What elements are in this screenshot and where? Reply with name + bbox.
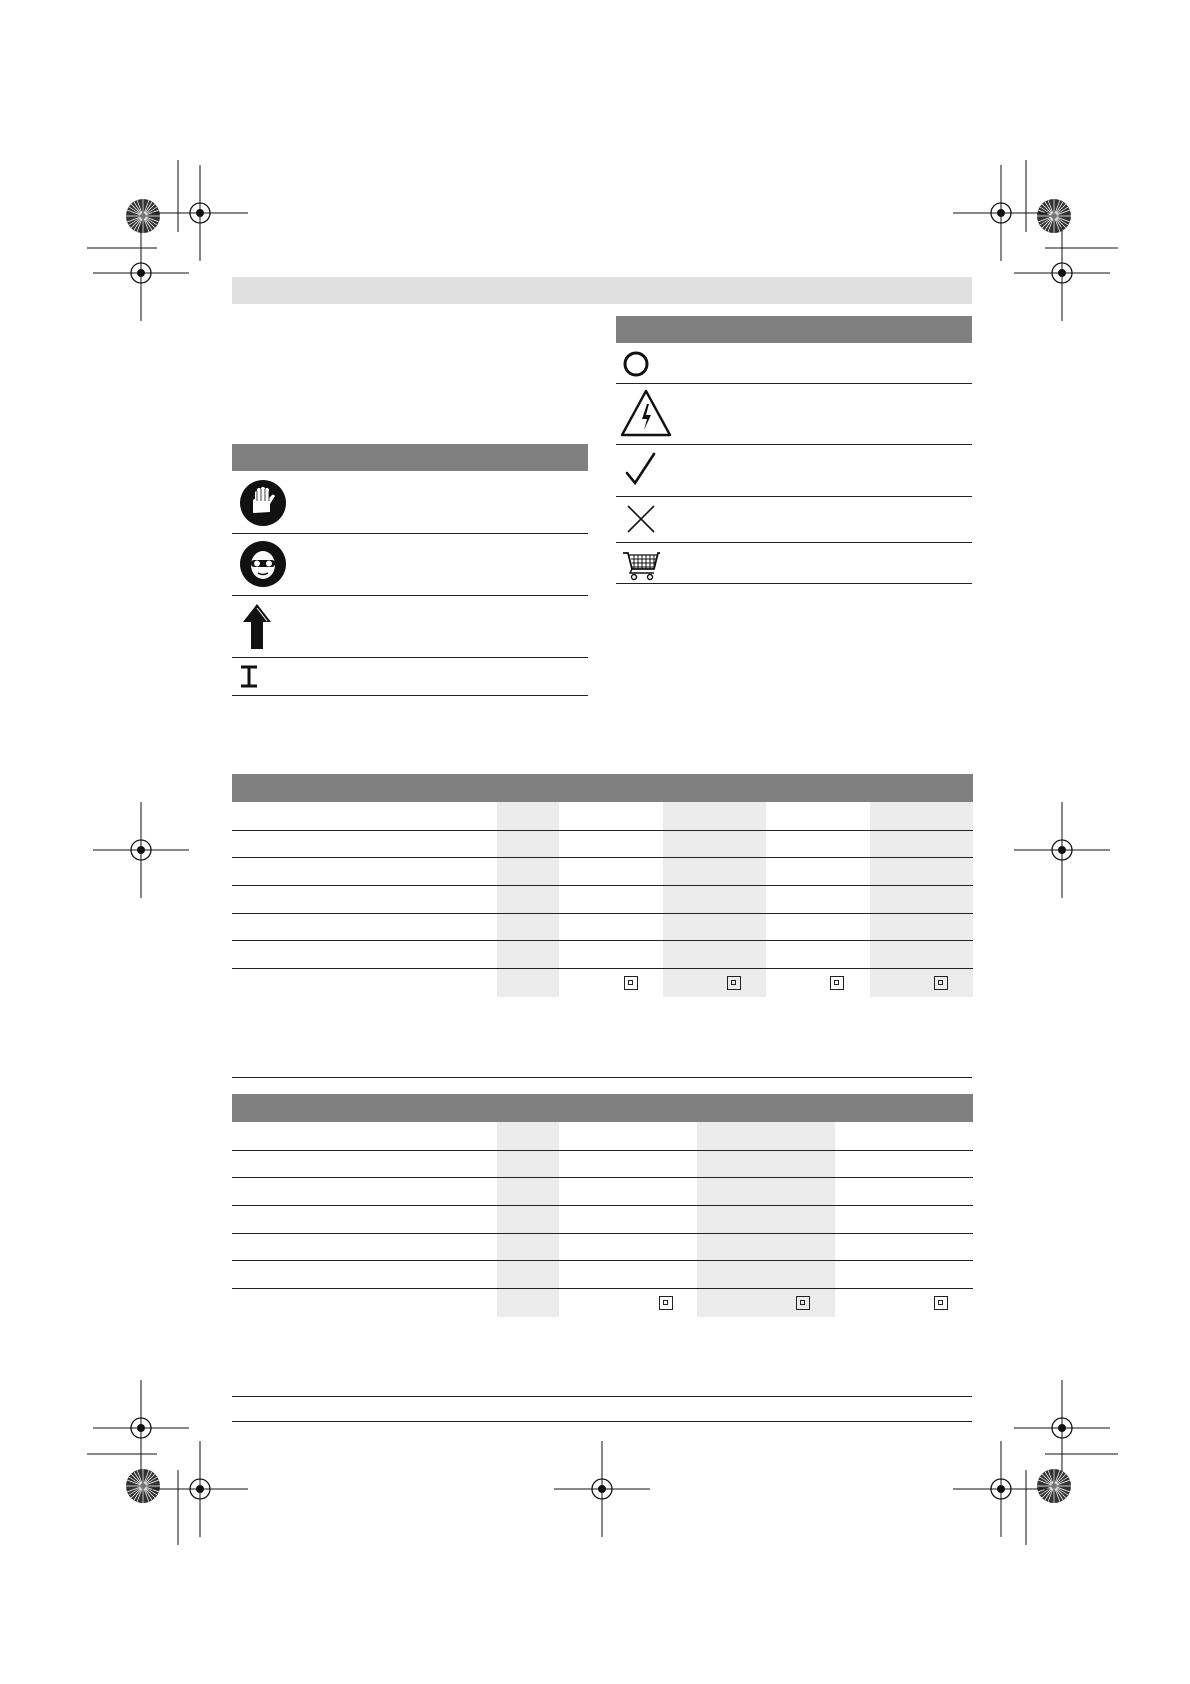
symbols-table-row [232, 534, 588, 595]
actions-table-row [616, 384, 972, 444]
table-row-divider [232, 885, 973, 886]
class-ii-icon [796, 1296, 810, 1310]
shopping-cart-icon [622, 547, 662, 581]
table-row-divider [232, 1177, 973, 1178]
tech-data-table-2 [232, 1094, 973, 1317]
table-row-divider [232, 1233, 973, 1234]
high-voltage-warning-icon [619, 388, 673, 440]
tech-table-1-header [232, 774, 973, 802]
actions-table-row [616, 497, 972, 542]
class-ii-icon [934, 976, 948, 990]
symbols-table-row [232, 596, 588, 658]
table-row-divider [232, 1205, 973, 1206]
actions-table-row [616, 543, 972, 583]
protective-gloves-icon [239, 479, 287, 527]
page-header-band [232, 277, 972, 304]
table-row-divider [232, 913, 973, 914]
class-ii-icon [659, 1296, 673, 1310]
table-divider [616, 583, 972, 584]
table-divider [232, 695, 588, 696]
tech-data-table-1 [232, 774, 973, 997]
table-row-divider [232, 1150, 973, 1151]
table-row-divider [232, 968, 973, 969]
cross-icon [624, 502, 658, 536]
symbols-table-header [232, 444, 588, 471]
footnote-rule [232, 1077, 972, 1078]
i-beam-icon [239, 664, 259, 690]
actions-table-row [616, 343, 972, 383]
direction-arrow-icon [240, 602, 274, 652]
table-row-divider [232, 940, 973, 941]
symbols-table-row [232, 471, 588, 533]
symbols-table-row [232, 658, 588, 695]
actions-table-header [616, 316, 972, 343]
table-row-divider [232, 1260, 973, 1261]
tech-table-2-header [232, 1094, 973, 1122]
class-ii-icon [624, 976, 638, 990]
actions-table-row [616, 445, 972, 496]
safety-goggles-icon [239, 540, 287, 588]
class-ii-icon [934, 1296, 948, 1310]
footnote-rule [232, 1396, 972, 1397]
table-row-divider [232, 1288, 973, 1289]
checkmark-icon [624, 451, 658, 491]
table-row-divider [232, 857, 973, 858]
footnote-rule [232, 1421, 972, 1422]
table-row-divider [232, 830, 973, 831]
circle-icon [621, 349, 651, 379]
class-ii-icon [727, 976, 741, 990]
class-ii-icon [830, 976, 844, 990]
